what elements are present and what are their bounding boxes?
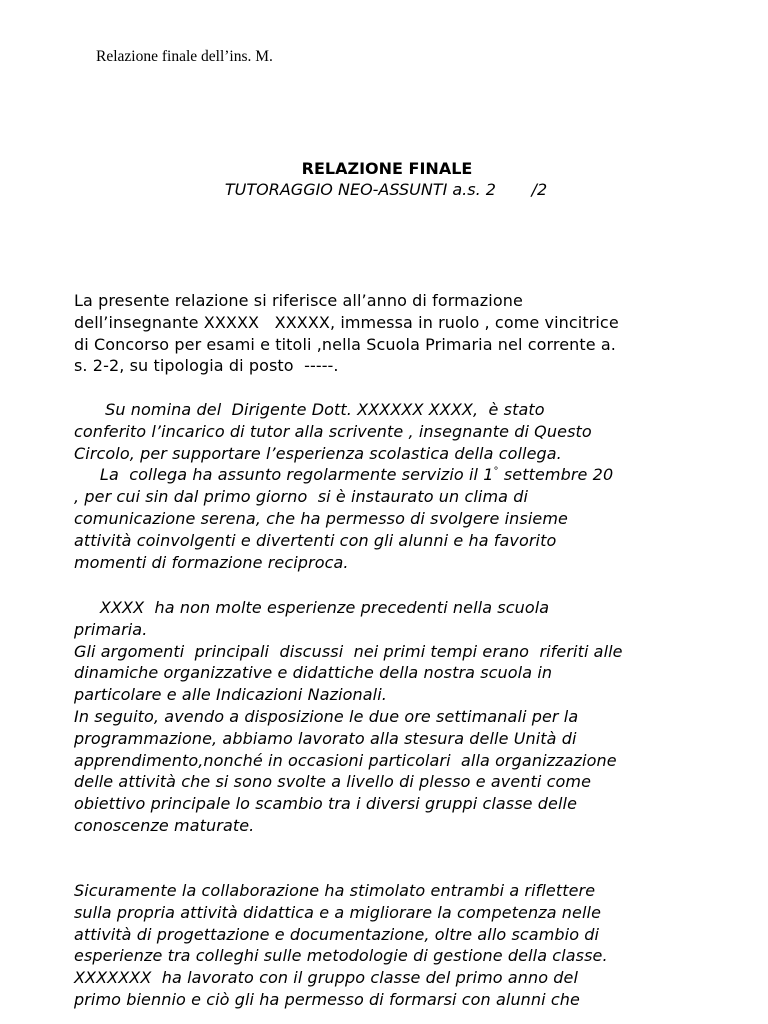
paragraph-esperienze [74, 597, 724, 837]
text-line: conoscenze maturate. [74, 815, 255, 835]
text-line: sulla propria attività didattica e a migliorare la competenza nelle [74, 902, 602, 922]
text-line: apprendimento,nonché in occasioni particolari alla organizzazione [74, 750, 617, 770]
text-line: attività coinvolgenti e divertenti con gli alunni e ha favorito [74, 530, 557, 550]
text-line: comunicazione serena, che ha permesso di svolgere insieme [74, 508, 568, 528]
title-block [0, 158, 768, 200]
text-line: momenti di formazione reciproca. [74, 552, 349, 572]
text-line: La presente relazione si riferisce all’anno di formazione [74, 291, 523, 310]
ordinal-indicator: ° [493, 466, 499, 478]
text-line: primo biennio e ciò gli ha permesso di formarsi con alunni che [74, 989, 580, 1009]
paragraph-collaborazione [74, 880, 724, 1011]
text-line: Su nomina del Dirigente Dott. XXXXXX XXXX, è stato [74, 400, 545, 419]
paragraph-intro [74, 290, 724, 377]
service-start-text: La collega ha assunto regolarmente servizio il 1 [74, 465, 494, 485]
text-line: , per cui sin dal primo giorno si è instaurato un clima di [74, 487, 529, 507]
text-line: di Concorso per esami e titoli ,nella Scuola Primaria nel corrente a. [74, 334, 616, 354]
text-line: obiettivo principale lo scambio tra i diversi gruppi classe delle [74, 794, 578, 814]
text-line: Gli argomenti principali discussi nei primi tempi erano riferiti alle [74, 641, 623, 661]
document-subtitle: TUTORAGGIO NEO-ASSUNTI a.s. 2 /2 [224, 180, 548, 199]
service-date-tail: settembre 20 [498, 465, 614, 485]
text-line: conferito l’incarico di tutor alla scrivente , insegnante di Questo [74, 421, 592, 441]
text-line: XXXXXXX ha lavorato con il gruppo classe del primo anno del [74, 968, 579, 988]
header-note: Relazione finale dell’ins. M. [96, 48, 273, 65]
text-line: delle attività che si sono svolte a livello di plesso e aventi come [74, 772, 592, 792]
text-line: particolare e alle Indicazioni Nazionali. [74, 685, 387, 705]
text-line: In seguito, avendo a disposizione le due ore settimanali per la [74, 706, 579, 726]
document-title: RELAZIONE FINALE [301, 159, 473, 178]
text-line: XXXX ha non molte esperienze precedenti nella scuola [74, 598, 550, 617]
paragraph-nomina [74, 399, 724, 573]
text-line: programmazione, abbiamo lavorato alla stesura delle Unità di [74, 728, 577, 748]
text-line: dinamiche organizzative e didattiche della nostra scuola in [74, 663, 553, 683]
text-line: dell’insegnante XXXXX XXXXX, immessa in ruolo , come vincitrice [74, 312, 619, 332]
text-line: Circolo, per supportare l’esperienza scolastica della collega. [74, 443, 562, 463]
text-line-service-date [74, 464, 724, 486]
text-line: esperienze tra colleghi sulle metodologie di gestione della classe. [74, 946, 608, 966]
text-line: s. 2-2, su tipologia di posto -----. [74, 356, 339, 376]
text-line: attività di progettazione e documentazione, oltre allo scambio di [74, 924, 600, 944]
text-line: primaria. [74, 619, 148, 639]
text-line: Sicuramente la collaborazione ha stimolato entrambi a riflettere [74, 881, 596, 900]
